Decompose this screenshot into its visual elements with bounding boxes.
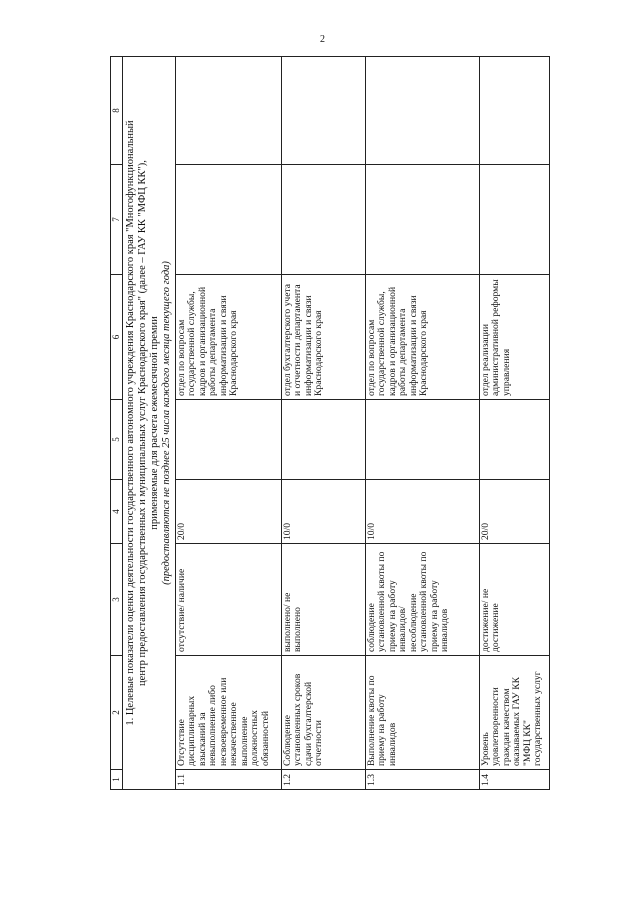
- section-number: 1.: [124, 717, 136, 726]
- responsible-cell: отдел бухгалтерского учета и отчетности департамента информатизации и связи Краснодарского края: [281, 275, 365, 400]
- row-number: 1.4: [479, 770, 549, 790]
- section-title: [122, 57, 175, 790]
- values-cell: достижение/ не достижение: [479, 544, 549, 656]
- header-col-1: 1: [111, 770, 123, 790]
- header-col-2: 2: [111, 656, 123, 770]
- points-cell: 20/0: [479, 480, 549, 544]
- responsible-cell: отдел по вопросам государственной службы, кадров и организационной работы департамента информатизации и связи Краснодарского края: [365, 275, 479, 400]
- indicator-cell: Отсутствие дисциплинарных взысканий за невыполнение либо несвоевременное или некачественное выполнение должностных обязанностей: [175, 656, 281, 770]
- rotated-table-sheet: [110, 57, 543, 790]
- values-cell: выполнено/ не выполнено: [281, 544, 365, 656]
- col8-cell: [365, 57, 479, 165]
- responsible-cell: отдел по вопросам государственной службы, кадров и организационной работы департамента информатизации и связи Краснодарского края: [175, 275, 281, 400]
- col5-cell: [281, 400, 365, 480]
- values-cell: соблюдение установленной квоты по приему на работу инвалидов/ несоблюдение установленной квоты по приему на работу инвалидов: [365, 544, 479, 656]
- page-number: 2: [320, 34, 325, 45]
- indicator-cell: Уровень удовлетворенности граждан качеством оказываемых ГАУ КК "МФЦ КК" государственных услуг: [479, 656, 549, 770]
- section-title-line-2: центр предоставления государственных и муниципальных услуг Краснодарского края" (далее – ГАУ КК "МФЦ КК"),: [136, 160, 148, 686]
- row-number: 1.1: [175, 770, 281, 790]
- col5-cell: [479, 400, 549, 480]
- col7-cell: [365, 165, 479, 275]
- header-col-7: 7: [111, 165, 123, 275]
- indicator-cell: Выполнение квоты по приему на работу инвалидов: [365, 656, 479, 770]
- table-row: [281, 57, 365, 790]
- table-row: [365, 57, 479, 790]
- col7-cell: [281, 165, 365, 275]
- points-cell: 10/0: [281, 480, 365, 544]
- header-col-3: 3: [111, 544, 123, 656]
- table-row: [175, 57, 281, 790]
- header-col-5: 5: [111, 400, 123, 480]
- header-col-8: 8: [111, 57, 123, 165]
- section-title-line-4: (предоставляются не позднее 25 числа каждого месяца текущего года): [160, 261, 172, 585]
- points-cell: 10/0: [365, 480, 479, 544]
- indicator-cell: Соблюдение установленных сроков сдачи бухгалтерской отчетности: [281, 656, 365, 770]
- section-title-line-1: Целевые показатели оценки деятельности государственного автономного учреждения Краснодарского края "Многофункциональный: [124, 120, 136, 716]
- row-number: 1.2: [281, 770, 365, 790]
- col7-cell: [479, 165, 549, 275]
- points-cell: 20/0: [175, 480, 281, 544]
- col5-cell: [175, 400, 281, 480]
- responsible-cell: отдел реализации административной реформы управления: [479, 275, 549, 400]
- section-header-row: [122, 57, 175, 790]
- header-col-4: 4: [111, 480, 123, 544]
- column-number-header: [111, 57, 123, 790]
- col8-cell: [175, 57, 281, 165]
- indicators-table: [110, 56, 550, 790]
- values-cell: отсутствие/ наличие: [175, 544, 281, 656]
- col8-cell: [479, 57, 549, 165]
- row-number: 1.3: [365, 770, 479, 790]
- col8-cell: [281, 57, 365, 165]
- table-row: [479, 57, 549, 790]
- col5-cell: [365, 400, 479, 480]
- section-title-line-3: применяемые для расчета ежемесячной премии: [148, 316, 160, 530]
- col7-cell: [175, 165, 281, 275]
- header-col-6: 6: [111, 275, 123, 400]
